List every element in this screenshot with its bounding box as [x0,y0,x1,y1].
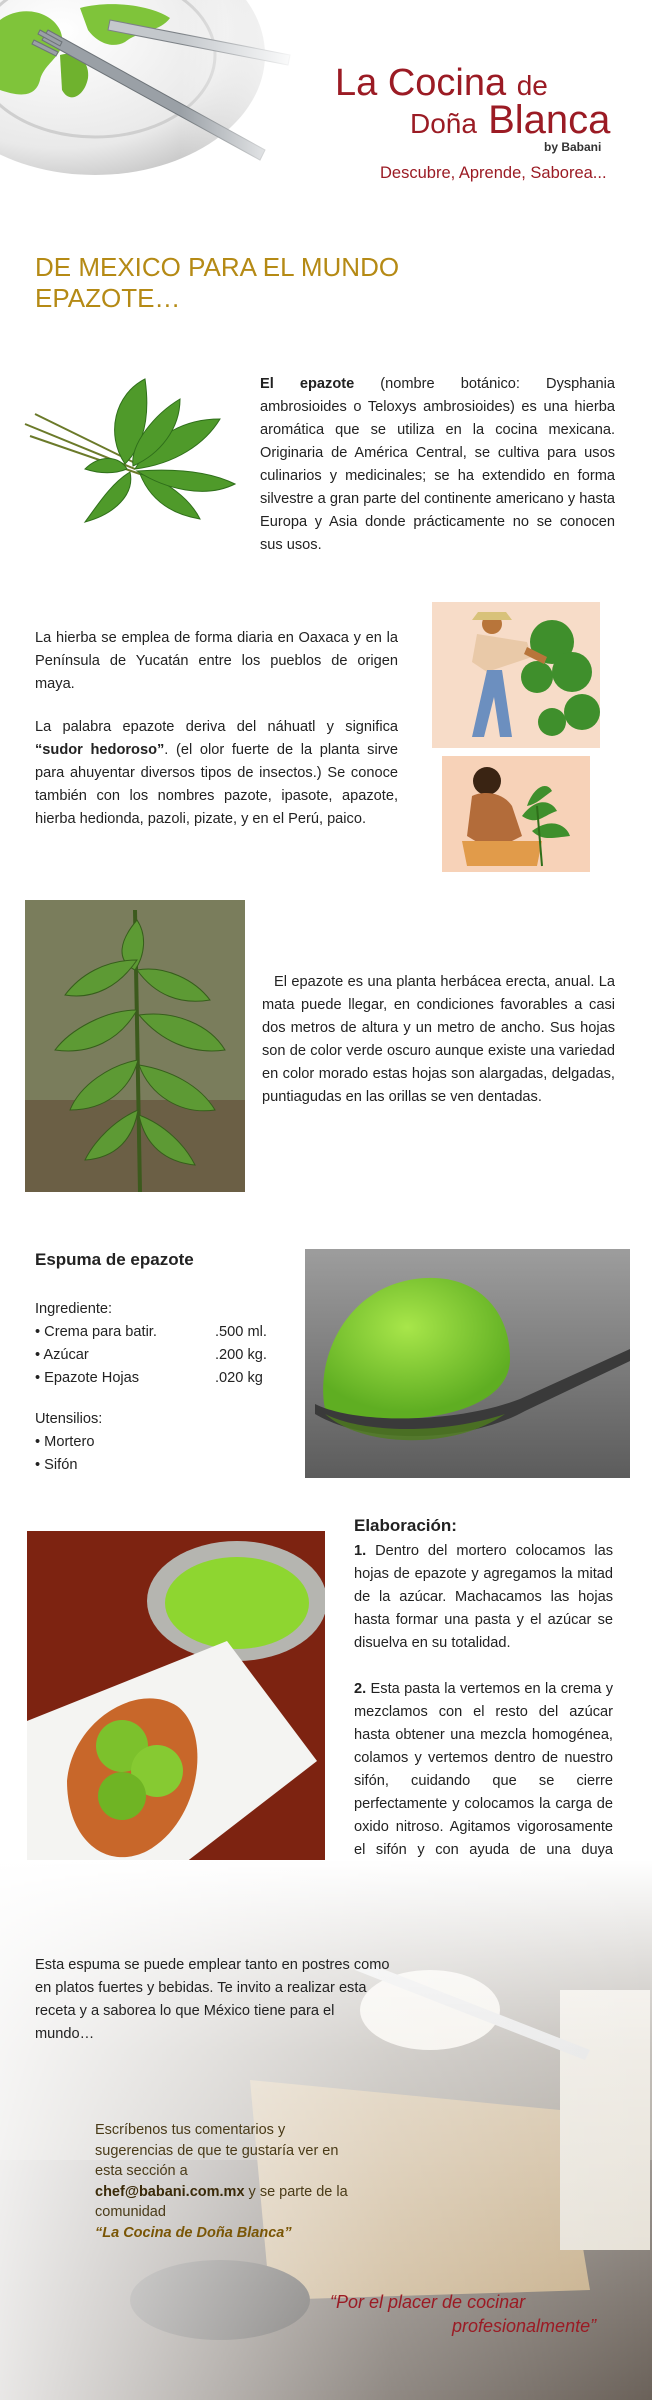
epazote-plant-photo [25,900,245,1192]
contact-note: Escríbenos tus comentarios y sugerencias de que te gustaría ver en esta sección a chef@babani.com.mx y se parte de la comunidad “La Cocina de Doña Blanca” [95,2122,348,2241]
ingredient-item: • Crema para batir. .500 ml. [35,1324,267,1340]
brand-name-line1: La Cocina de [335,62,548,104]
page-title-line2: EPAZOTE… [35,283,181,313]
brand-name-line2: Doña Blanca [410,98,611,142]
header-plate-image [0,0,300,185]
foam-spoon-photo [305,1249,630,1478]
ingredient-item: • Azúcar .200 kg. [35,1347,267,1363]
description-paragraph: El epazote es una planta herbácea erecta, anual. La mata puede llegar, en condiciones favorables a casi dos metros de altura y un metro de ancho. Sus hojas son de color verde oscuro aunque existe una variedad en color morado estas hojas son alargadas, delgadas, puntiagudas en las orillas se ven dentadas. [262,974,615,1105]
ingredients-label: Ingrediente: [35,1301,113,1317]
etymology-paragraph: La palabra epazote deriva del náhuatl y significa “sudor hedoroso”. (el olor fuerte de la planta sirve para ahuyentar diversos tipos de insectos.) Se conoce también con los nombres pazote, ipasote, apazote, hierba hedionda, pazoli, pizate, y en el Perú, paico. [35,719,398,827]
foam-dessert-photo [27,1531,325,1900]
utensil-item: • Mortero [35,1434,95,1450]
utensil-item: • Sifón [35,1457,78,1473]
brand-byline: by Babani [544,140,602,154]
page-title-line1: DE MEXICO PARA EL MUNDO [35,252,400,282]
ingredient-item: • Epazote Hojas .020 kg [35,1370,263,1386]
slogan-line1: “Por el placer de cocinar [330,2292,526,2312]
usage-paragraph: La hierba se emplea de forma diaria en Oaxaca y en la Península de Yucatán entre los pueblos de origen maya. [35,630,398,692]
elaboration-step-2: 2. Esta pasta la vertemos en la crema y mezclamos con el resto del azúcar hasta obtener una mezcla homogénea, colamos y vertemos dentro de nuestro sifón, cuidando que se cierre perfectamente y colocamos la carga de oxido nitroso. Agitamos vigorosamente el sifón y con ayuda de una duya [354,1681,613,1858]
farmer-illustration [432,602,600,748]
utensils-label: Utensilios: [35,1411,103,1427]
closing-paragraph: Esta espuma se puede emplear tanto en postres como en platos fuertes y bebidas. Te invito a realizar esta receta y a saborea lo que México tiene para el mundo… [35,1957,390,2042]
woman-harvesting-illustration [442,756,590,872]
slogan-line2: profesionalmente” [452,2316,597,2336]
elaboration-step-1: 1. Dentro del mortero colocamos las hojas de epazote y agregamos la mitad de la azúcar. Machacamos las hojas hasta formar una pasta y el azúcar se disuelva en su totalidad. [354,1543,613,1651]
community-name: “La Cocina de Doña Blanca” [95,2224,292,2241]
epazote-herb-image [15,374,245,524]
intro-paragraph: El epazote (nombre botánico: Dysphania ambrosioides o Teloxys ambrosioides) es una hierba aromática que se utiliza en la cocina mexicana. Originaria de América Central, se cultiva para usos culinarios y medicinales; se ha extendido en forma silvestre a gran parte del continente americano y hasta Europa y Asia donde prácticamente no se conocen sus usos. [260,376,615,553]
contact-email[interactable]: chef@babani.com.mx [95,2183,245,2200]
brand-tagline: Descubre, Aprende, Saborea... [380,164,607,182]
recipe-title: Espuma de epazote [35,1250,194,1269]
elaboration-title: Elaboración: [354,1516,457,1535]
